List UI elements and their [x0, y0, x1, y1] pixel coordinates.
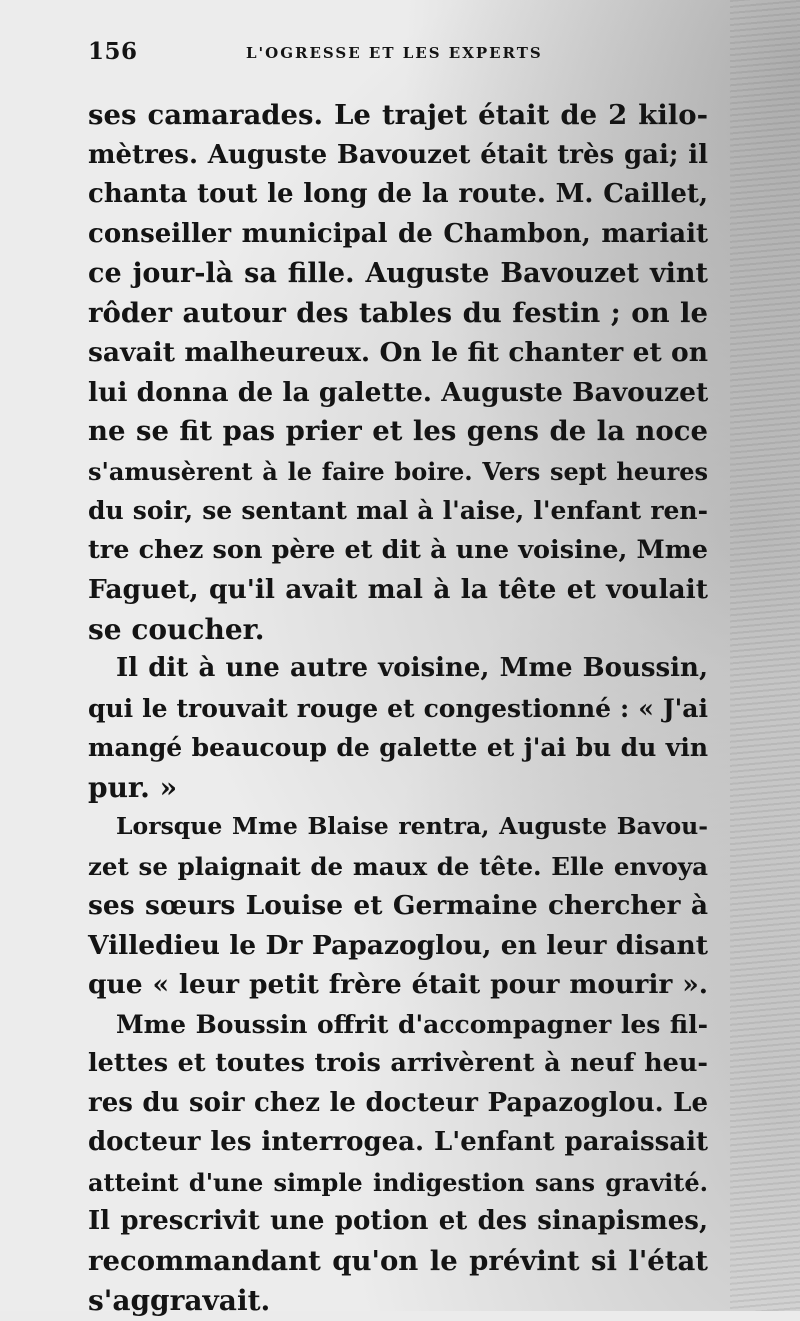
text-line: rôder autour des tables du festin ; on le [88, 296, 708, 329]
text-line: atteint d'une simple indigestion sans gravité. [88, 1167, 708, 1197]
text-line: s'aggravait. [88, 1284, 271, 1317]
text-line: Villedieu le Dr Papazoglou, en leur disant [88, 929, 708, 961]
body-text [88, 96, 708, 1321]
running-title: L'OGRESSE ET LES EXPERTS [246, 44, 543, 62]
text-line: ce jour-là sa fille. Auguste Bavouzet vint [88, 258, 708, 289]
text-line: ne se fit pas prier et les gens de la noce [88, 415, 708, 447]
text-line: Mme Boussin offrit d'accompagner les fil- [116, 1009, 708, 1039]
text-line: s'amusèrent à le faire boire. Vers sept heures [88, 456, 708, 486]
text-line: pur. » [88, 770, 178, 804]
text-line: mètres. Auguste Bavouzet était très gai; il [88, 139, 708, 170]
text-line: tre chez son père et dit à une voisine, Mme [88, 534, 708, 565]
text-line: lettes et toutes trois arrivèrent à neuf heu- [88, 1048, 708, 1078]
text-line: ses camarades. Le trajet était de 2 kilo- [88, 99, 708, 131]
text-line: Faguet, qu'il avait mal à la tête et voulait [88, 574, 708, 605]
text-line: Il prescrivit une potion et des sinapismes, [88, 1206, 708, 1236]
text-line: zet se plaignait de maux de tête. Elle envoya [88, 851, 708, 881]
text-line: mangé beaucoup de galette et j'ai bu du vin [88, 733, 708, 762]
text-line: que « leur petit frère était pour mourir ». [88, 969, 708, 1000]
page-edge-shading [730, 0, 800, 1311]
text-line: du soir, se sentant mal à l'aise, l'enfant ren- [88, 496, 708, 525]
text-line: ses sœurs Louise et Germaine chercher à [88, 890, 708, 921]
page-header [88, 38, 728, 68]
text-line: se coucher. [88, 612, 265, 646]
text-line: Lorsque Mme Blaise rentra, Auguste Bavou- [116, 812, 708, 840]
text-line: recommandant qu'on le prévint si l'état [88, 1244, 708, 1277]
text-line: docteur les interrogea. L'enfant paraissait [88, 1127, 708, 1157]
text-line: lui donna de la galette. Auguste Bavouzet [88, 376, 709, 408]
text-line: Il dit à une autre voisine, Mme Boussin, [116, 653, 708, 683]
text-line: res du soir chez le docteur Papazoglou. Le [88, 1087, 708, 1118]
page-number: 156 [88, 38, 138, 65]
text-line: chanta tout le long de la route. M. Caillet, [88, 179, 708, 209]
text-line: savait malheureux. On le fit chanter et on [88, 337, 708, 368]
text-line: qui le trouvait rouge et congestionné : « J'ai [88, 693, 708, 723]
text-line: conseiller municipal de Chambon, mariait [88, 218, 708, 249]
